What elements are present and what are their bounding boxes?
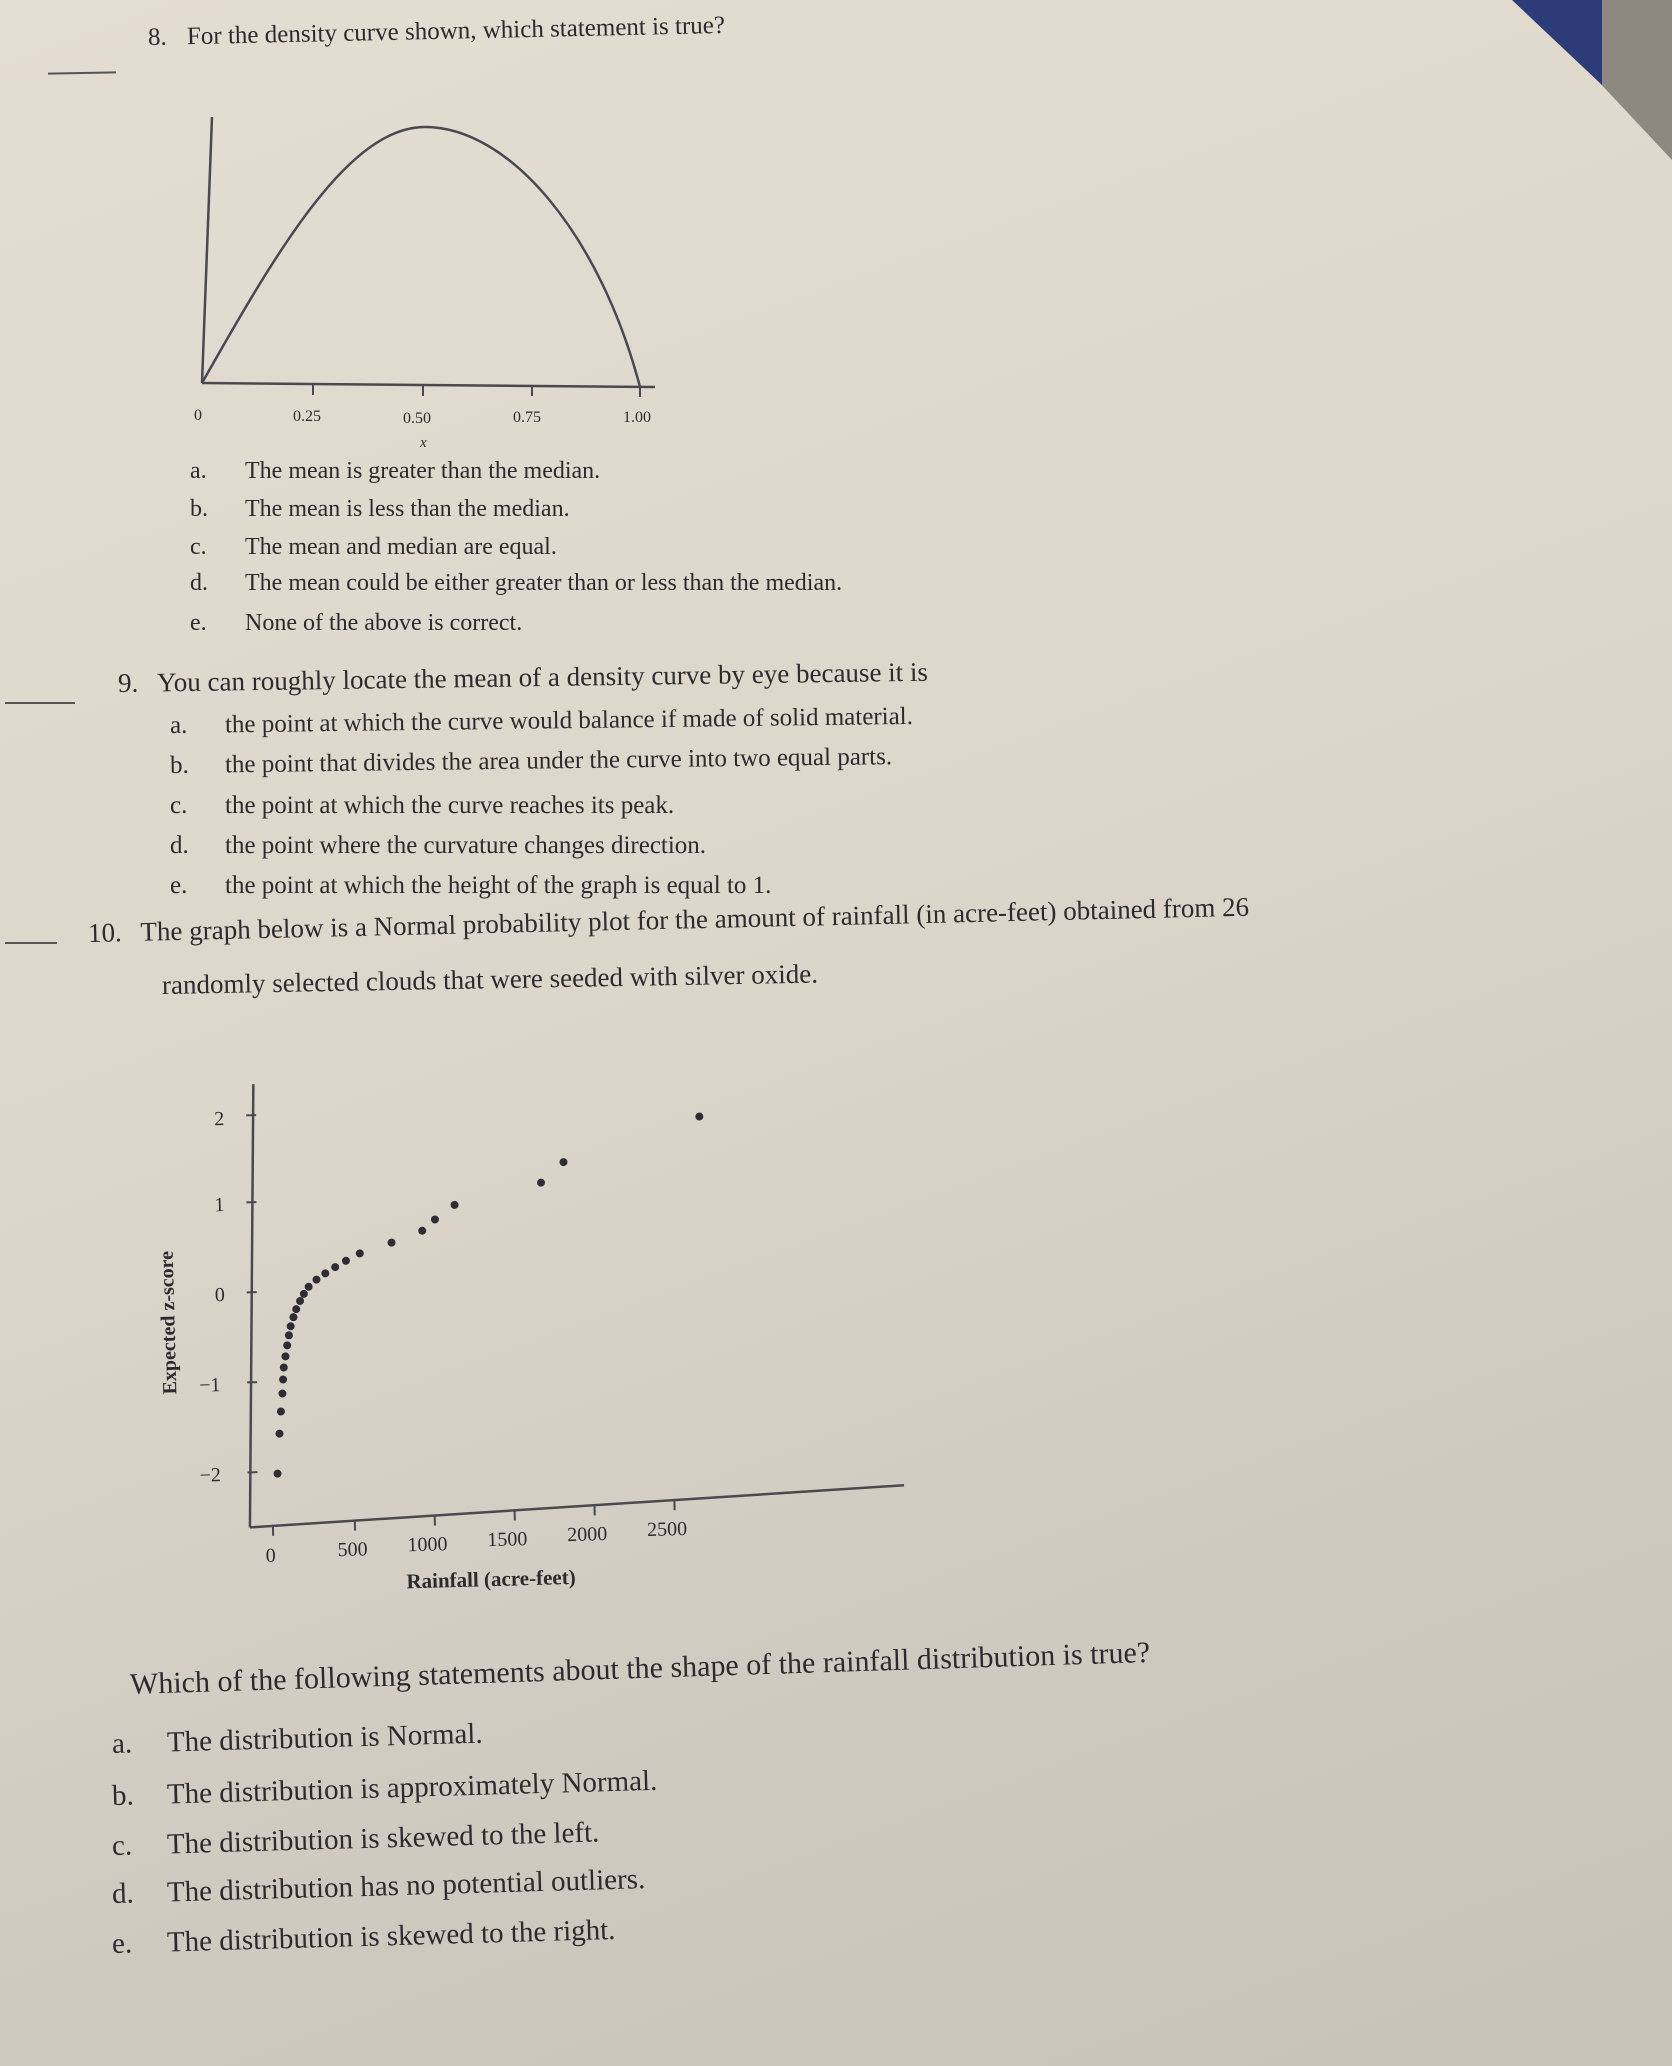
question-text: For the density curve shown, which statement is true? xyxy=(186,11,726,51)
y-tick-label: 0 xyxy=(214,1283,226,1307)
y-axis xyxy=(202,117,212,383)
question-number: 9. xyxy=(117,667,139,698)
x-tick-label: 1.00 xyxy=(623,409,651,426)
question-9 xyxy=(118,657,928,699)
q9-option-e[interactable]: e. the point at which the height of the graph is equal to 1. xyxy=(170,872,772,899)
x-tick-label: 2000 xyxy=(566,1523,608,1547)
x-tick-label: 500 xyxy=(337,1538,368,1562)
question-8 xyxy=(148,12,726,52)
x-axis-label: Rainfall (acre-feet) xyxy=(406,1564,576,1594)
q10-option-a[interactable]: a. The distribution is Normal. xyxy=(111,1717,484,1760)
x-tick-label: 0.50 xyxy=(403,410,431,427)
q9-option-a[interactable]: a. the point at which the curve would balance if made of solid material. xyxy=(169,702,914,739)
q8-option-c[interactable]: c. The mean and median are equal. xyxy=(190,534,557,560)
y-tick-label: 2 xyxy=(213,1107,225,1131)
density-curve xyxy=(202,127,640,387)
q10-option-d[interactable]: d. The distribution has no potential outliers. xyxy=(111,1863,646,1910)
q9-option-b[interactable]: b. the point that divides the area under the curve into two equal parts. xyxy=(169,743,893,779)
answer-blank-q9[interactable] xyxy=(5,702,75,704)
q8-option-b[interactable]: b. The mean is less than the median. xyxy=(190,496,570,522)
q10-option-e[interactable]: e. The distribution is skewed to the right. xyxy=(111,1913,616,1960)
x-tick-label: 0.25 xyxy=(293,408,321,425)
question-text: You can roughly locate the mean of a density curve by eye because it is xyxy=(156,656,929,698)
q10-option-c[interactable]: c. The distribution is skewed to the left. xyxy=(111,1816,600,1862)
x-tick-label: 1500 xyxy=(487,1528,528,1552)
x-tick-label: 2500 xyxy=(646,1517,688,1541)
q9-option-d[interactable]: d. the point where the curvature changes direction. xyxy=(170,832,707,859)
density-curve-chart xyxy=(180,105,710,465)
x-axis-label: x xyxy=(420,435,427,451)
question-10 xyxy=(88,892,1250,949)
x-tick-label: 0.75 xyxy=(513,409,541,426)
question-10-followup: Which of the following statements about the shape of the rainfall distribution is true? xyxy=(129,1635,1151,1701)
x-tick-label: 0 xyxy=(194,407,202,424)
q8-option-e[interactable]: e. None of the above is correct. xyxy=(190,610,523,636)
q10-option-b[interactable]: b. The distribution is approximately Normal. xyxy=(111,1764,658,1812)
answer-blank-q10[interactable] xyxy=(5,942,57,944)
y-tick-label: 1 xyxy=(214,1193,225,1217)
q8-option-a[interactable]: a. The mean is greater than the median. xyxy=(190,458,601,484)
question-10-line2: randomly selected clouds that were seeded with silver oxide. xyxy=(161,958,819,1000)
x-tick-label: 0 xyxy=(265,1544,276,1567)
y-axis xyxy=(238,1084,265,1527)
question-text-line1: The graph below is a Normal probability plot for the amount of rainfall (in acre-feet) obtained from 26 xyxy=(140,891,1250,947)
question-number: 8. xyxy=(147,23,168,51)
x-axis xyxy=(202,383,655,387)
background-object-blue xyxy=(1512,0,1602,85)
x-tick-label: 1000 xyxy=(407,1533,448,1557)
y-tick-label: −1 xyxy=(198,1374,221,1397)
data-points xyxy=(264,1112,712,1477)
y-tick-label: −2 xyxy=(199,1464,222,1487)
y-axis-label: Expected z-score xyxy=(155,1250,182,1395)
question-number: 10. xyxy=(87,917,123,948)
q8-option-d[interactable]: d. The mean could be either greater than or less than the median. xyxy=(190,570,843,596)
normal-probability-plot xyxy=(140,1055,920,1615)
x-axis xyxy=(249,1485,904,1527)
answer-blank-q8[interactable] xyxy=(48,71,116,74)
q9-option-c[interactable]: c. the point at which the curve reaches its peak. xyxy=(170,792,675,819)
